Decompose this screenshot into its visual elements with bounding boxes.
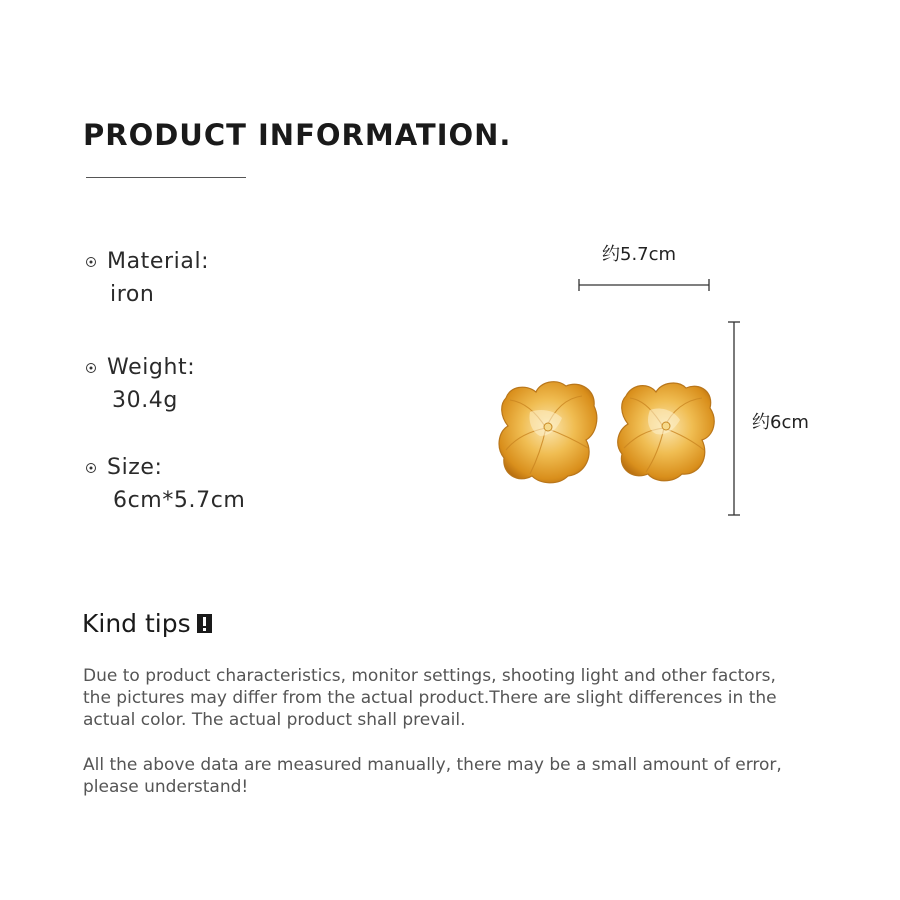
width-dimension-line	[579, 279, 709, 291]
height-dimension-line	[728, 322, 740, 515]
width-dimension-label: 约5.7cm	[602, 244, 677, 265]
spec-label: Material:	[107, 249, 210, 274]
page-title: PRODUCT INFORMATION.	[83, 118, 512, 152]
height-dimension-label: 约6cm	[752, 412, 809, 433]
spec-label: Weight:	[107, 355, 196, 380]
tip-paragraph: All the above data are measured manually, there may be a small amount of error, please understand!	[83, 755, 782, 797]
tip-paragraph: Due to product characteristics, monitor settings, shooting light and other factors, the pictures may differ from the actual product.There are slight differences in the actual color. The actual product shall prevail.	[83, 666, 777, 730]
earring-image-left	[496, 378, 600, 486]
spec-value: 30.4g	[112, 388, 178, 413]
spec-label: Size:	[107, 455, 163, 480]
exclamation-icon	[197, 614, 212, 633]
kind-tips-label: Kind tips	[82, 609, 191, 638]
spec-value: iron	[110, 282, 155, 307]
earring-image-right	[614, 378, 718, 486]
spec-value: 6cm*5.7cm	[113, 488, 246, 513]
kind-tips-heading	[82, 609, 212, 638]
